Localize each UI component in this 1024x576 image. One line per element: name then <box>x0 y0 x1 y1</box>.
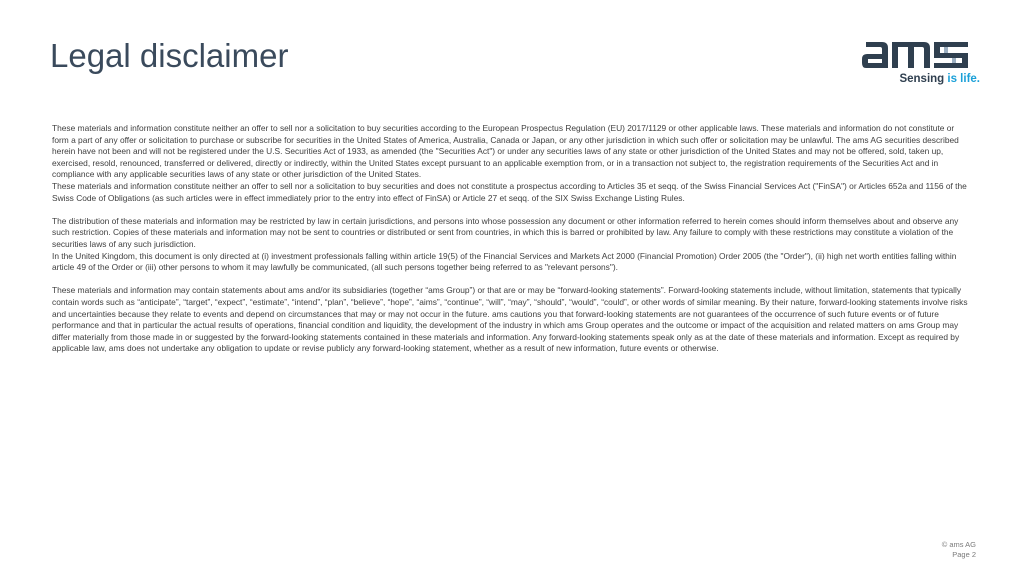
ams-wordmark-icon <box>862 38 980 72</box>
disclaimer-paragraph-swiss: These materials and information constitute neither an offer to sell nor a solicitation to buy securities and does not constitute a prospectus according to Articles 35 et seqq. of the Swiss Financial Services Act ("FinSA") or Articles 652a and 1156 of the Swiss Code of Obligations (as such articles were in effect immediately prior to the entry into effect of FinSA) or Article 27 et seqq. of the SIX Swiss Exchange Listing Rules. <box>52 180 967 203</box>
disclaimer-paragraph-uk: In the United Kingdom, this document is only directed at (i) investment professionals falling within article 19(5) of the Financial Services and Markets Act 2000 (Financial Promotion) Order 2005 (the "Order"), (ii) high net worth entities falling within article 49 of the Order or (iii) other persons to whom it may lawfully be communicated, (all such persons together being referred to as "relevant persons"). <box>52 250 957 273</box>
paragraph-spacer <box>52 274 972 286</box>
page-title: Legal disclaimer <box>50 37 289 74</box>
tagline-sensing: Sensing <box>899 73 945 85</box>
paragraph-spacer <box>52 204 972 216</box>
disclaimer-body <box>52 123 972 355</box>
disclaimer-paragraph-distribution: The distribution of these materials and information may be restricted by law in certain jurisdictions, and persons into whose possession any document or other information referred to herein comes should inform themselves about and observe any such restriction. Copies of these materials and information may not be sent to countries or distributed or sent from countries, in which this is barred or prohibited by law. Any failure to comply with these restrictions may constitute a violation of the securities laws of any such jurisdiction. <box>52 215 959 249</box>
tagline-is-life: is life. <box>944 73 980 85</box>
disclaimer-paragraph-forward-looking: These materials and information may contain statements about ams and/or its subsidiaries (together “ams Group”) or that are or may be “forward-looking statements”. Forward-looking statements include, without limitation, statements that typically contain words such as “anticipate”, “target”, “expect”, “estimate”, “intend”, “plan”, “believe”, “hope”, “aims”, “continue”, “will”, “may”, “should”, “would”, “could”, or other words of similar meaning. By their nature, forward-looking statements involve risks and uncertainties because they relate to events and depend on circumstances that may or may not occur in the future. ams cautions you that forward-looking statements are not guarantees of the occurrence of such future events or of future performance and that in particular the actual results of operations, financial condition and liquidity, the development of the industry in which ams Group operates and the outcome or impact of the acquisition and related matters on ams Group may differ materially from those made in or suggested by the forward-looking statements contained in these materials and information. Any forward-looking statements speak only as at the date of these materials and information. Except as required by applicable law, ams does not undertake any obligation to update or revise publicly any forward-looking statement, whether as a result of new information, future events or otherwise. <box>52 285 968 354</box>
page-number: Page 2 <box>952 550 976 559</box>
copyright-text: © ams AG <box>941 540 976 549</box>
disclaimer-paragraph-offer: These materials and information constitute neither an offer to sell nor a solicitation to buy securities according to the European Prospectus Regulation (EU) 2017/1129 or other applicable laws. These materials and information do not constitute or form a part of any offer or solicitation to purchase or subscribe for securities in the United States of America, Australia, Canada or Japan, or any other jurisdiction in which such offer or solicitation may be unlawful. The ams AG securities described herein have not been and will not be registered under the U.S. Securities Act of 1933, as amended (the "Securities Act") or under any securities laws of any state or other jurisdiction of the United States and may not be offered, sold, taken up, exercised, resold, renounced, transferred or delivered, directly or indirectly, within the United States except pursuant to an applicable exemption from, or in a transaction not subject to, the registration requirements of the Securities Act and in compliance with any applicable securities laws of any state or other jurisdiction of the United States. <box>52 123 959 180</box>
ams-logo <box>862 38 980 88</box>
slide-footer <box>942 540 976 560</box>
logo-tagline <box>868 72 980 86</box>
